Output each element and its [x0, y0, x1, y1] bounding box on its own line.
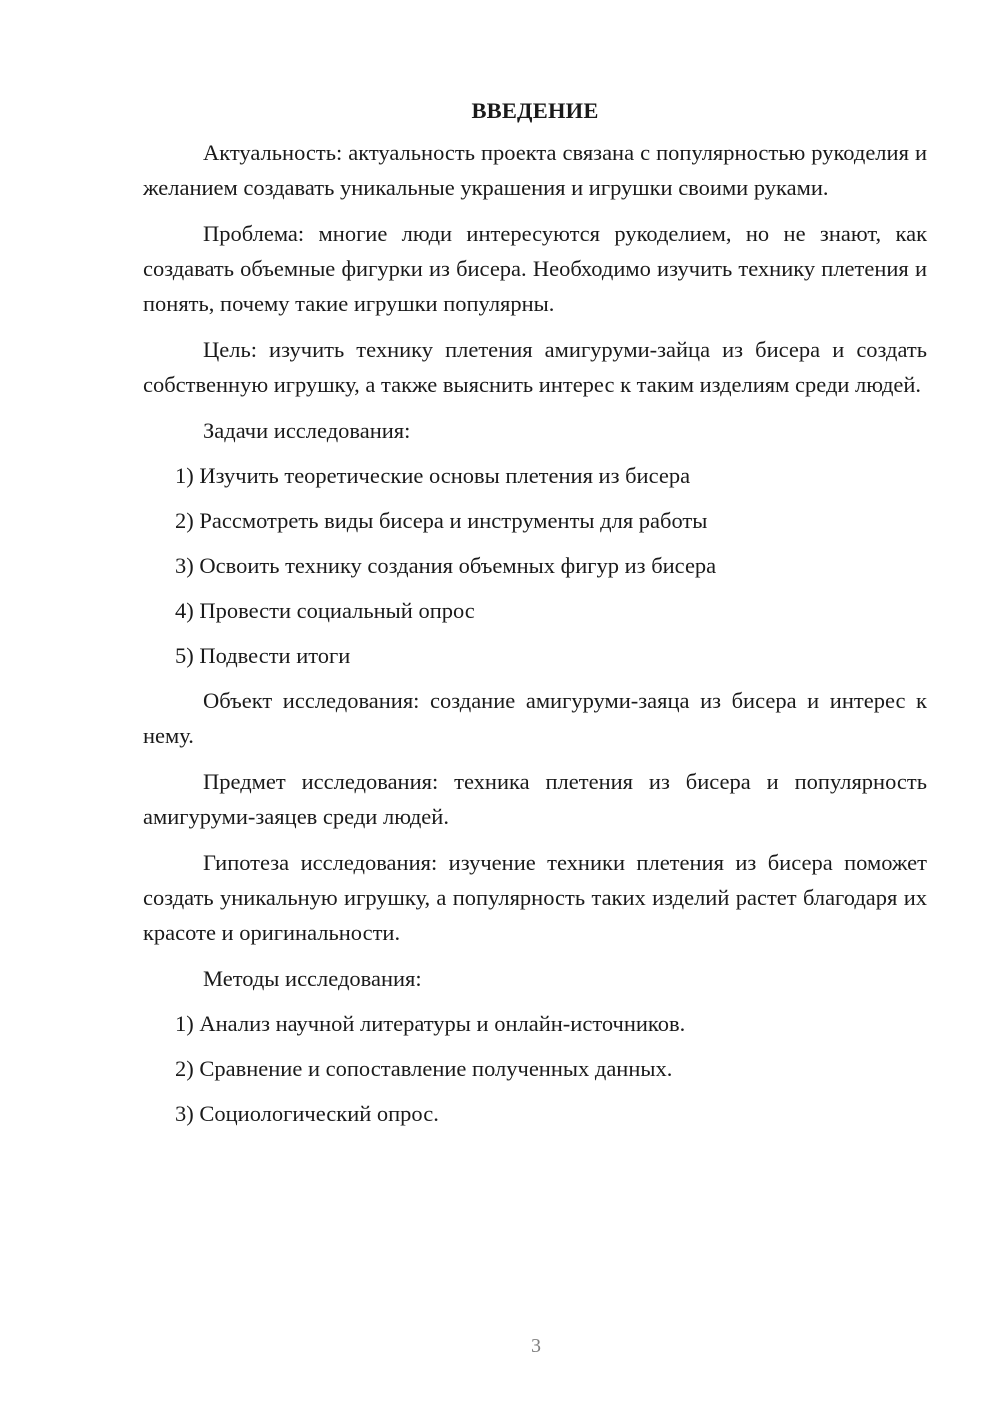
- method-item: 3) Социологический опрос.: [175, 1101, 439, 1126]
- methods-heading: Методы исследования:: [203, 966, 422, 991]
- task-item: 1) Изучить теоретические основы плетения из бисера: [175, 463, 691, 488]
- hypothesis-paragraph: Гипотеза исследования: изучение техники плетения из бисера поможет создать уникальную игрушку, а популярность таких изделий растет благодаря их красоте и оригинальности.: [143, 850, 927, 945]
- task-item: 2) Рассмотреть виды бисера и инструменты для работы: [175, 508, 708, 533]
- method-item: 1) Анализ научной литературы и онлайн-источников.: [175, 1011, 686, 1036]
- task-item: 5) Подвести итоги: [175, 643, 351, 668]
- document-body: [143, 93, 927, 1141]
- tasks-heading: Задачи исследования:: [203, 418, 411, 443]
- goal-paragraph: Цель: изучить технику плетения амигуруми-зайца из бисера и создать собственную игрушку, а также выяснить интерес к таким изделиям среди людей.: [143, 337, 927, 397]
- section-title: ВВЕДЕНИЕ: [471, 98, 599, 123]
- problem-paragraph: Проблема: многие люди интересуются рукоделием, но не знают, как создавать объемные фигурки из бисера. Необходимо изучить технику плетения и понять, почему такие игрушки популярны.: [143, 221, 927, 316]
- subject-paragraph: Предмет исследования: техника плетения из бисера и популярность амигуруми-заяцев среди людей.: [143, 769, 927, 829]
- page-number: 3: [531, 1335, 541, 1357]
- method-item: 2) Сравнение и сопоставление полученных данных.: [175, 1056, 673, 1081]
- relevance-paragraph: Актуальность: актуальность проекта связана с популярностью рукоделия и желанием создавать уникальные украшения и игрушки своими руками.: [143, 140, 927, 200]
- methods-list: [143, 1006, 927, 1131]
- tasks-list: [143, 458, 927, 673]
- task-item: 4) Провести социальный опрос: [175, 598, 475, 623]
- task-item: 3) Освоить технику создания объемных фигур из бисера: [175, 553, 717, 578]
- object-paragraph: Объект исследования: создание амигуруми-заяца из бисера и интерес к нему.: [143, 688, 927, 748]
